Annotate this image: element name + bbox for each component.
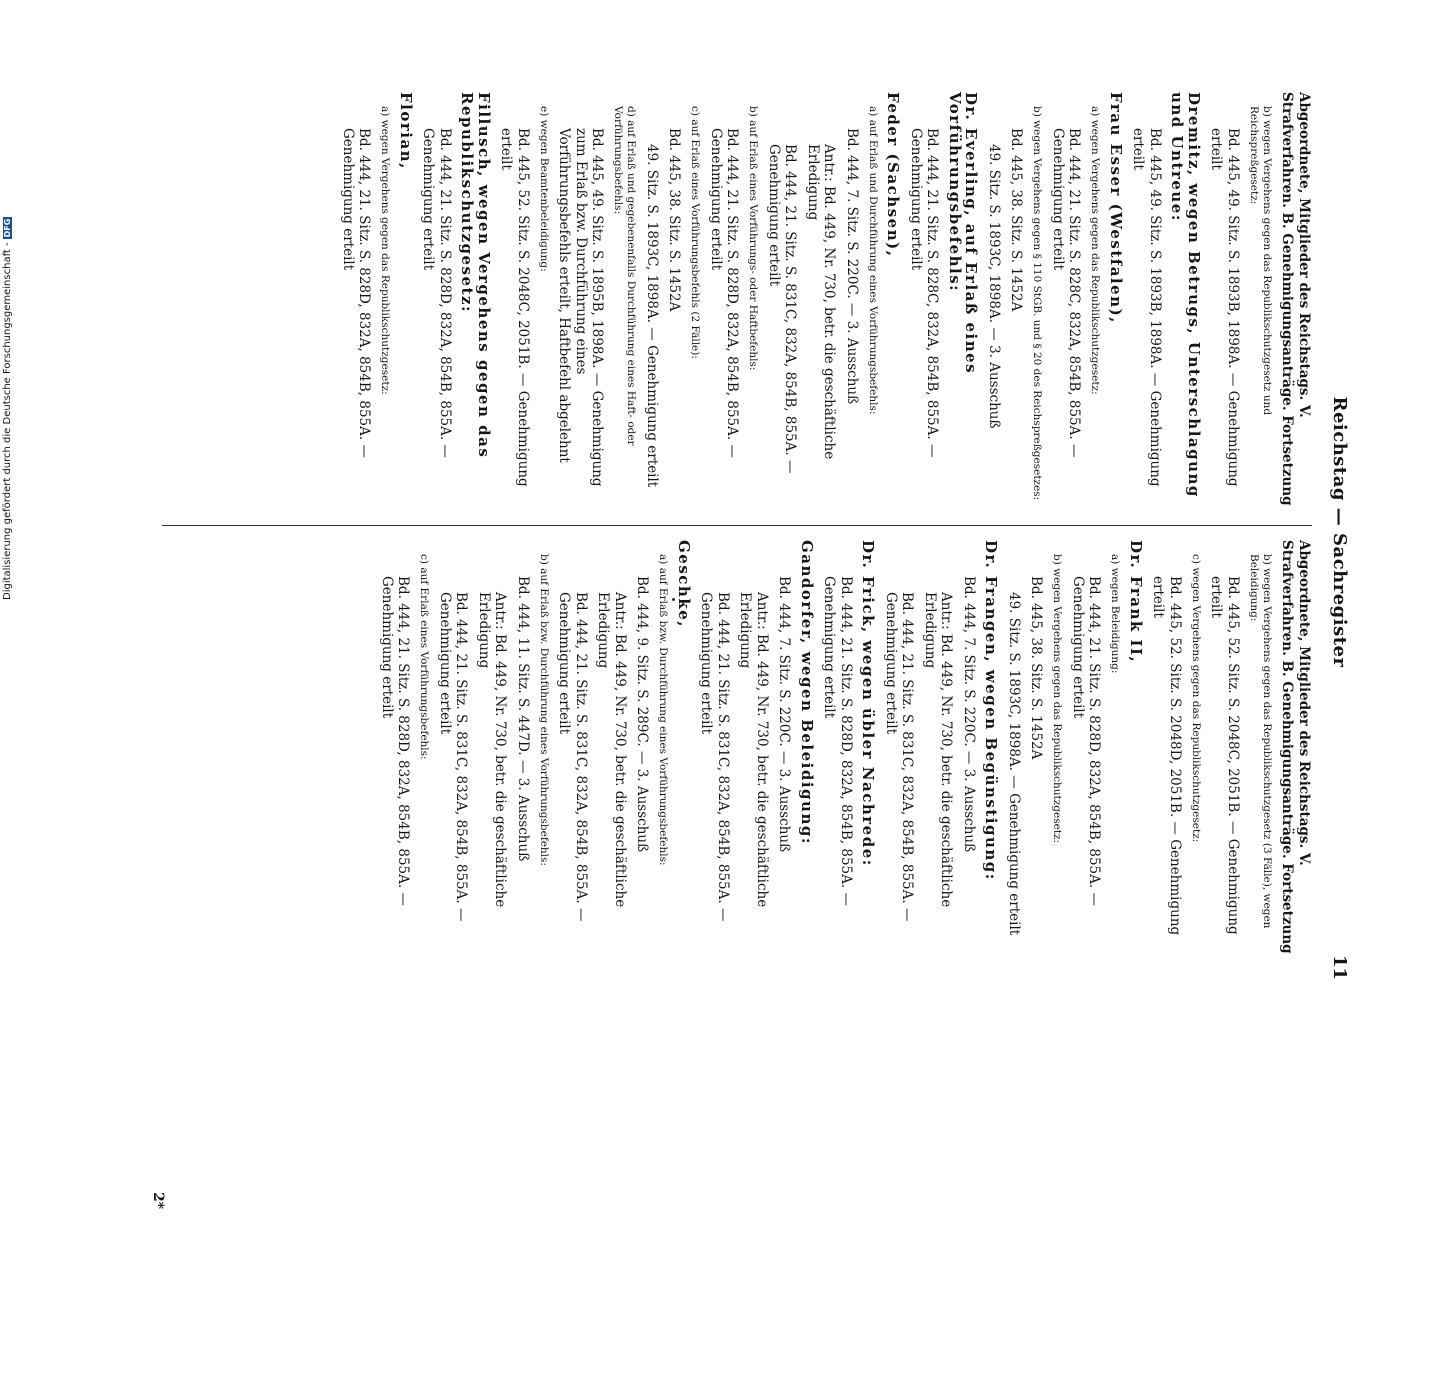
reference-line: Bd. 445, 38. Sitz. S. 1452A <box>1028 576 1045 760</box>
entry-label: e) wegen Beamtenbeleidigung: <box>538 106 550 272</box>
entry-label: b) wegen Vergehens gegen § 110 StGB. und § 20 des Reichspreßgesetzes: <box>1031 106 1044 501</box>
entry-label: b) auf Erlaß eines Vorführungs- oder Haftbefehls: <box>747 106 760 371</box>
entry-label: Frau Esser (Westfalen), <box>1107 92 1125 324</box>
reference-line: 49. Sitz. S. 1893C, 1898A. — Genehmigung erteilt <box>644 144 660 488</box>
reference-line: Bd. 444, 7. Sitz. S. 220C. — 3. Ausschuß <box>961 576 977 853</box>
reference-line: Bd. 444, 21. Sitz. S. 828C, 832A, 854B, 855A. — Genehmigung erteilt <box>908 128 941 458</box>
entry-label: a) wegen Vergehens gegen das Republikschutzgesetz: <box>1089 106 1102 395</box>
reference-line: Bd. 444, 21. Sitz. S. 831C, 832A, 854B, 855A. — Genehmigung erteilt <box>766 144 799 474</box>
entry-label: Dr. Frangen, wegen Begünstigung: <box>982 540 1001 881</box>
entry-label: b) auf Erlaß bzw. Durchführung eines Vorführungsbefehls: <box>538 554 550 866</box>
speck <box>672 598 675 601</box>
reference-line: Bd. 444, 21. Sitz. S. 831C, 832A, 854B, 855A. — Genehmigung erteilt <box>437 592 470 922</box>
reference-line: Antr.: Bd. 449, Nr. 730, betr. die geschäftliche Erledigung <box>476 592 509 908</box>
column-divider <box>162 525 1312 526</box>
rotated-page-content <box>130 92 1356 1392</box>
entry-label: b) wegen Vergehens gegen das Republikschutzgesetz: <box>1051 554 1064 844</box>
reference-line: Bd. 445, 38. Sitz. S. 1452A <box>666 128 683 312</box>
reference-line: Antr.: Bd. 449, Nr. 730, betr. die geschäftliche Erledigung <box>737 592 770 908</box>
reference-line: Bd. 444, 21. Sitz. S. 828D, 832A, 854B, 855A. — Genehmigung erteilt <box>1070 576 1103 906</box>
reference-line: Antr.: Bd. 449, Nr. 730, betr. die geschäftliche Erledigung <box>922 592 955 908</box>
entry-label: a) auf Erlaß bzw. Durchführung eines Vorführungsbefehls: <box>657 554 670 866</box>
reference-line: Bd. 445, 49. Sitz. S. 1895B, 1898A. — Genehmigung zum Erlaß bzw. Durchführung eines Vorführungsbefehls erteilt, Haftbefehl abgelehnt <box>556 128 606 487</box>
entry-label: Dr. Frick, wegen übler Nachrede: <box>859 540 878 867</box>
reference-line: Bd. 444, 7. Sitz. S. 220C. — 3. Ausschuß <box>776 576 793 853</box>
reference-line: Bd. 444, 21. Sitz. S. 828D, 832A, 854B, 855A. — Genehmigung erteilt <box>821 576 854 906</box>
reference-line: Bd. 445, 52. Sitz. S. 2048D, 2051B. — Genehmigung erteilt <box>1150 576 1183 936</box>
reference-line: Bd. 444, 21. Sitz. S. 831C, 832A, 854B, 855A. — Genehmigung erteilt <box>556 592 589 922</box>
entry-label: b) wegen Vergehens gegen das Republikschutzgesetz und Reichspreßgesetz: <box>1248 106 1273 416</box>
reference-line: 49. Sitz. S. 1893C, 1898A. — Genehmigung erteilt <box>1006 592 1022 936</box>
entry-label: c) auf Erlaß eines Vorführungsbefehls (2 Fälle): <box>689 106 702 359</box>
entry-label: d) auf Erlaß und gegebenenfalls Durchführung eines Haft- oder Vorführungsbefehls: <box>612 106 638 446</box>
entry-label: a) auf Erlaß und Durchführung eines Vorführungsbefehls: <box>867 106 879 415</box>
reference-line: Bd. 445, 49. Sitz. S. 1893B, 1898A. — Genehmigung erteilt <box>1130 128 1163 487</box>
reference-line: Bd. 444, 21. Sitz. S. 828C, 832A, 854B, 855A. — Genehmigung erteilt <box>1050 128 1083 458</box>
entry-label: Fillusch, wegen Vergehens gegen das Republikschutzgesetz: <box>458 92 493 459</box>
entry-label: a) wegen Beleidigung: <box>1109 554 1122 674</box>
entry-label: Dr. Frank II, <box>1127 540 1145 664</box>
entry-label: c) auf Erlaß eines Vorführungsbefehls: <box>418 554 431 760</box>
reference-line: Bd. 445, 52. Sitz. S. 2048C, 2051B. — Genehmigung erteilt <box>1208 576 1241 935</box>
page-header <box>1320 92 1350 980</box>
reference-line: Bd. 444, 7. Sitz. S. 220C. — 3. Ausschuß <box>844 128 860 405</box>
footer-text: Digitalisierung gefördert durch die Deutsche Forschungsgemeinschaft - <box>2 242 13 600</box>
left-column-heading: Abgeordnete, Mitglieder des Reichstags. V. Strafverfahren. B. Genehmigungsanträge. Fortsetzung <box>1279 92 1312 506</box>
header-title: Reichstag — Sachregister <box>1329 396 1350 668</box>
page-number: 11 <box>1329 954 1350 980</box>
digitization-footer <box>2 217 13 600</box>
reference-line: Bd. 444, 9. Sitz. S. 289C. — 3. Ausschuß <box>634 576 651 853</box>
reference-line: 49. Sitz. S. 1893C, 1898A. — 3. Ausschuß <box>986 144 1002 429</box>
entry-label: Feder (Sachsen), <box>884 92 903 258</box>
entry-label: c) wegen Vergehens gegen das Republikschutzgesetz: <box>1190 554 1202 843</box>
entry-label: Dremitz, wegen Betrugs, Unterschlagung und Untreue: <box>1168 92 1203 498</box>
reference-line: Bd. 444, 21. Sitz. S. 828D, 832A, 854B, 855A. — Genehmigung erteilt <box>379 576 412 906</box>
entry-label: Geschke, <box>675 540 693 628</box>
reference-line: Bd. 444, 21. Sitz. S. 831C, 832A, 854B, 855A. — Genehmigung erteilt <box>883 592 916 922</box>
entry-label: Gandorfer, wegen Beleidigung: <box>798 540 816 845</box>
right-column <box>373 540 1313 958</box>
reference-line: Antr.: Bd. 449, Nr. 730, betr. die geschäftliche Erledigung <box>595 592 628 908</box>
right-column-heading: Abgeordnete, Mitglieder des Reichstags. V. Strafverfahren. B. Genehmigungsanträge. Fortsetzung <box>1279 540 1312 954</box>
entry-label: Dr. Everling, auf Erlaß eines Vorführungsbefehls: <box>946 92 981 375</box>
reference-line: Bd. 445, 38. Sitz. S. 1452A <box>1008 128 1025 312</box>
signature-mark: 2* <box>150 1192 166 1210</box>
entry-label: b) wegen Vergehens gegen das Republikschutzgesetz (3 Fälle), wegen Beleidigung: <box>1248 554 1273 929</box>
reference-line: Bd. 444, 21. Sitz. S. 828D, 832A, 854B, 855A. — Genehmigung erteilt <box>340 128 373 458</box>
entry-label: a) wegen Vergehens gegen das Republikschutzgesetz: <box>379 106 392 395</box>
reference-line: Bd. 444, 21. Sitz. S. 828D, 832A, 854B, 855A. — Genehmigung erteilt <box>708 128 741 458</box>
reference-line: Bd. 444, 21. Sitz. S. 828D, 832A, 854B, 855A. — Genehmigung erteilt <box>420 128 453 458</box>
reference-line: Bd. 445, 49. Sitz. S. 1893B, 1898A. — Genehmigung erteilt <box>1208 128 1241 487</box>
reference-line: Antr.: Bd. 449, Nr. 730, betr. die geschäftliche Erledigung <box>805 144 838 460</box>
reference-line: Bd. 444, 21. Sitz. S. 831C, 832A, 854B, 855A. — Genehmigung erteilt <box>698 592 731 922</box>
reference-line: Bd. 445, 52. Sitz. S. 2048C, 2051B. — Genehmigung erteilt <box>498 128 531 487</box>
entry-label: Florian, <box>397 92 415 170</box>
reference-line: Bd. 444, 11. Sitz. S. 447D. — 3. Ausschuß <box>515 576 531 862</box>
dfg-logo: DFG <box>3 218 12 238</box>
left-column <box>334 92 1313 510</box>
